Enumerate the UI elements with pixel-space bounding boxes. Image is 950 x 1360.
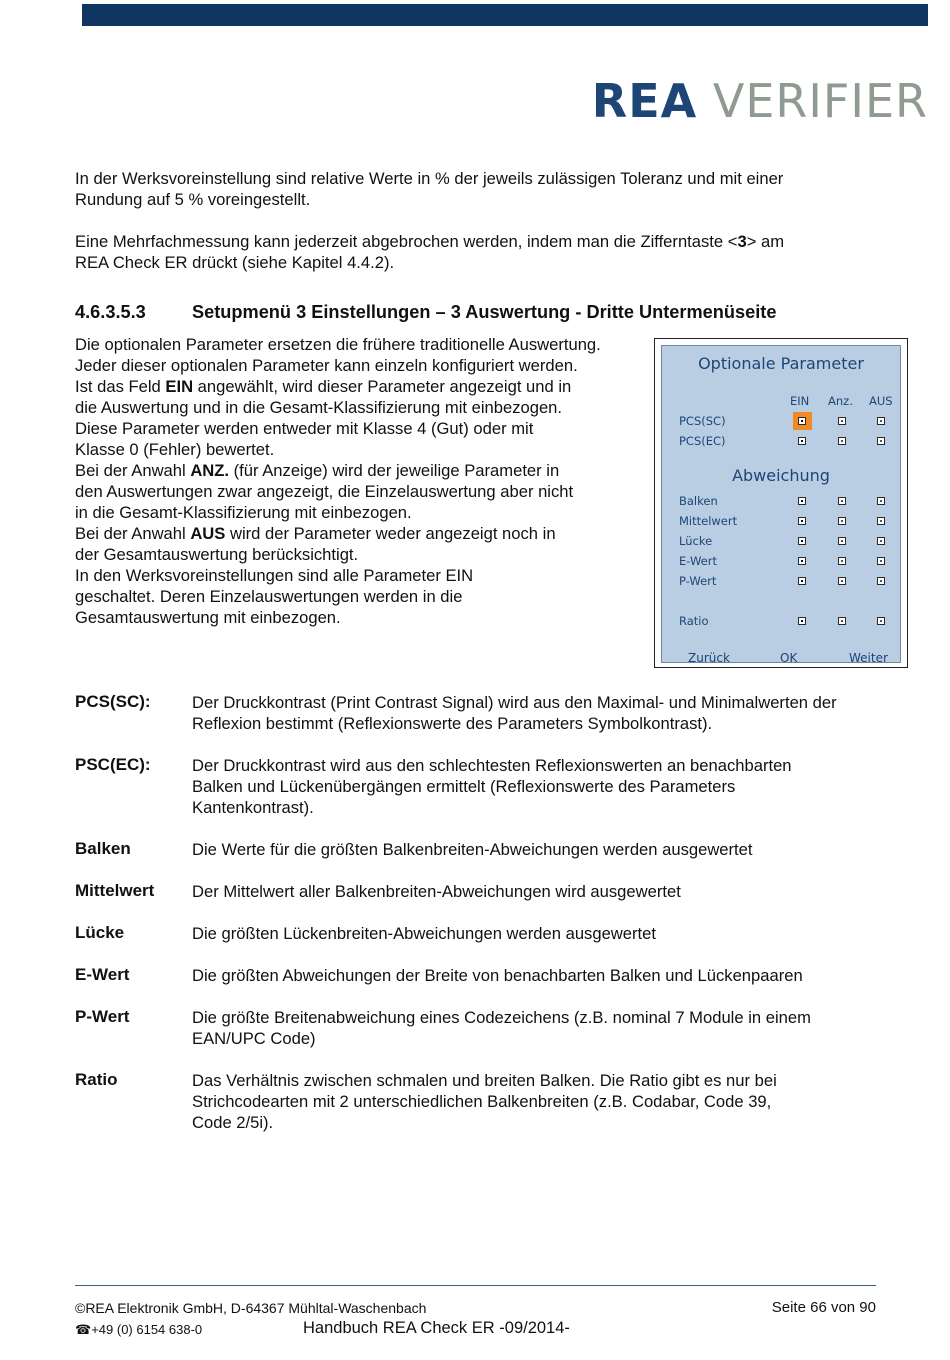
desc-line: [75, 376, 655, 397]
device-screen-panel: [661, 345, 901, 663]
footer-manual-title: Handbuch REA Check ER -09/2014-: [303, 1319, 570, 1337]
intro-paragraph-1: [75, 168, 875, 210]
def-balken: [192, 839, 912, 860]
footer-page-number: Seite 66 von 90: [771, 1299, 876, 1316]
desc-keyword-ein: EIN: [165, 377, 194, 396]
desc-line: in die Gesamt-Klassifizierung mit einbezogen.: [75, 503, 412, 522]
def-line: EAN/UPC Code): [192, 1029, 316, 1048]
header-bar: [82, 4, 928, 26]
desc-text: Ist das Feld: [75, 377, 166, 396]
def-pwert: [192, 1007, 912, 1049]
section-title: Setupmenü 3 Einstellungen – 3 Auswertung - Dritte Untermenüseite: [192, 302, 777, 322]
def-ratio: [192, 1070, 912, 1133]
pcs-ec-anz-radio[interactable]: [838, 437, 846, 445]
balken-aus-radio[interactable]: [877, 497, 885, 505]
def-line: Balken und Lückenübergängen ermittelt (Reflexionswerte des Parameters: [192, 777, 736, 796]
section-number: 4.6.3.5.3: [75, 302, 146, 322]
desc-text: Bei der Anwahl: [75, 524, 191, 543]
def-line: Strichcodearten mit 2 unterschiedlichen Balkenbreiten (z.B. Codabar, Code 39,: [192, 1092, 772, 1111]
ewert-ein-radio[interactable]: [798, 557, 806, 565]
desc-keyword-aus: AUS: [190, 524, 226, 543]
footer-copyright: ©REA Elektronik GmbH, D-64367 Mühltal-Waschenbach: [75, 1300, 427, 1316]
term-balken: Balken: [75, 839, 131, 858]
term-ratio: Ratio: [75, 1070, 118, 1089]
def-line: Der Druckkontrast wird aus den schlechtesten Reflexionswerten an benachbarten: [192, 756, 792, 775]
desc-line: der Gesamtauswertung berücksichtigt.: [75, 545, 359, 564]
footer-phone: [75, 1322, 202, 1338]
desc-line: [75, 460, 655, 481]
row-label-pwert: P-Wert: [679, 574, 717, 588]
mittelwert-ein-radio[interactable]: [798, 517, 806, 525]
intro-p2-text-c: > am: [746, 232, 785, 251]
desc-line: geschaltet. Deren Einzelauswertungen werden in die: [75, 587, 463, 606]
desc-line: die Auswertung und in die Gesamt-Klassifizierung mit einbezogen.: [75, 398, 563, 417]
def-luecke: [192, 923, 912, 944]
desc-text: wird der Parameter weder angezeigt noch in: [225, 524, 556, 543]
footer-divider: [75, 1285, 876, 1286]
desc-keyword-anz: ANZ.: [190, 461, 230, 480]
pwert-aus-radio[interactable]: [877, 577, 885, 585]
pcs-sc-ein-radio[interactable]: [798, 417, 806, 425]
rea-verifier-logo: [592, 74, 928, 128]
def-line: Code 2/5i).: [192, 1113, 274, 1132]
desc-text: Bei der Anwahl: [75, 461, 191, 480]
term-luecke: Lücke: [75, 923, 125, 942]
intro-p1-line1: In der Werksvoreinstellung sind relative Werte in % der jeweils zulässigen Toleranz und mit einer: [75, 169, 784, 188]
next-button[interactable]: Weiter: [849, 651, 888, 665]
intro-paragraph-2: [75, 231, 875, 273]
intro-p2-line1: [75, 231, 875, 252]
def-line: Die größten Abweichungen der Breite von benachbarten Balken und Lückenpaaren: [192, 966, 803, 985]
def-line: Reflexion bestimmt (Reflexionswerte des Parameters Symbolkontrast).: [192, 714, 713, 733]
screen-subtitle: Abweichung: [732, 466, 830, 485]
mittelwert-anz-radio[interactable]: [838, 517, 846, 525]
def-mittelwert: [192, 881, 912, 902]
intro-p2-line2: REA Check ER drückt (siehe Kapitel 4.4.2).: [75, 253, 395, 272]
pwert-ein-radio[interactable]: [798, 577, 806, 585]
row-label-pcs-ec: PCS(EC): [679, 434, 726, 448]
term-mittelwert: Mittelwert: [75, 881, 155, 900]
intro-p2-text-a: Eine Mehrfachmessung kann jederzeit abgebrochen werden, indem man die Zifferntaste <: [75, 232, 738, 251]
pcs-sc-aus-radio[interactable]: [877, 417, 885, 425]
ewert-anz-radio[interactable]: [838, 557, 846, 565]
ratio-anz-radio[interactable]: [838, 617, 846, 625]
luecke-aus-radio[interactable]: [877, 537, 885, 545]
section-heading: [75, 302, 776, 323]
desc-line: Klasse 0 (Fehler) bewertet.: [75, 440, 275, 459]
screen-title: Optionale Parameter: [698, 354, 864, 373]
luecke-anz-radio[interactable]: [838, 537, 846, 545]
def-line: Die größten Lückenbreiten-Abweichungen werden ausgewertet: [192, 924, 656, 943]
back-button[interactable]: Zurück: [688, 651, 730, 665]
balken-anz-radio[interactable]: [838, 497, 846, 505]
row-label-mittelwert: Mittelwert: [679, 514, 738, 528]
term-ewert: E-Wert: [75, 965, 130, 984]
desc-line: Diese Parameter werden entweder mit Klasse 4 (Gut) oder mit: [75, 419, 534, 438]
desc-line: Jeder dieser optionalen Parameter kann einzeln konfiguriert werden.: [75, 356, 578, 375]
desc-line: den Auswertungen zwar angezeigt, die Einzelauswertung aber nicht: [75, 482, 574, 501]
def-line: Der Mittelwert aller Balkenbreiten-Abweichungen wird ausgewertet: [192, 882, 681, 901]
ratio-aus-radio[interactable]: [877, 617, 885, 625]
device-screenshot: [654, 338, 908, 668]
row-label-balken: Balken: [679, 494, 718, 508]
row-label-pcs-sc: PCS(SC): [679, 414, 726, 428]
pcs-ec-aus-radio[interactable]: [877, 437, 885, 445]
def-psc-ec: [192, 755, 912, 818]
col-aus-label: AUS: [869, 394, 893, 408]
desc-text: angewählt, wird dieser Parameter angezeigt und in: [193, 377, 572, 396]
ewert-aus-radio[interactable]: [877, 557, 885, 565]
term-pwert: P-Wert: [75, 1007, 130, 1026]
def-ewert: [192, 965, 912, 986]
col-ein-label: EIN: [790, 394, 810, 408]
intro-p1-line2: Rundung auf 5 % voreingestellt.: [75, 190, 311, 209]
def-line: Kantenkontrast).: [192, 798, 314, 817]
def-line: Die größte Breitenabweichung eines Codezeichens (z.B. nominal 7 Module in einem: [192, 1008, 811, 1027]
logo-light-text: VERIFIER: [712, 74, 928, 128]
col-anz-label: Anz.: [828, 394, 853, 408]
telephone-icon: ☎: [75, 1323, 92, 1338]
logo-bold-text: REA: [591, 74, 698, 128]
def-pcs-sc: [192, 692, 912, 734]
mittelwert-aus-radio[interactable]: [877, 517, 885, 525]
pcs-sc-anz-radio[interactable]: [838, 417, 846, 425]
def-line: Der Druckkontrast (Print Contrast Signal) wird aus den Maximal- und Minimalwerten der: [192, 693, 837, 712]
desc-line: Die optionalen Parameter ersetzen die frühere traditionelle Auswertung.: [75, 335, 601, 354]
def-line: Das Verhältnis zwischen schmalen und breiten Balken. Die Ratio gibt es nur bei: [192, 1071, 777, 1090]
desc-line: [75, 523, 655, 544]
pcs-ec-ein-radio[interactable]: [798, 437, 806, 445]
footer-phone-number: +49 (0) 6154 638-0: [91, 1322, 203, 1337]
def-line: Die Werte für die größten Balkenbreiten-Abweichungen werden ausgewertet: [192, 840, 753, 859]
desc-line: In den Werksvoreinstellungen sind alle Parameter EIN: [75, 566, 474, 585]
intro-p2-key: 3: [737, 232, 747, 251]
desc-line: Gesamtauswertung mit einbezogen.: [75, 608, 341, 627]
term-pcs-sc: PCS(SC):: [75, 692, 151, 711]
luecke-ein-radio[interactable]: [798, 537, 806, 545]
ok-button[interactable]: OK: [780, 651, 798, 665]
term-psc-ec: PSC(EC):: [75, 755, 151, 774]
row-label-luecke: Lücke: [679, 534, 713, 548]
ratio-ein-radio[interactable]: [798, 617, 806, 625]
desc-text: (für Anzeige) wird der jeweilige Parameter in: [229, 461, 560, 480]
balken-ein-radio[interactable]: [798, 497, 806, 505]
row-label-ewert: E-Wert: [679, 554, 717, 568]
description-paragraph: [75, 334, 655, 628]
row-label-ratio: Ratio: [679, 614, 709, 628]
pwert-anz-radio[interactable]: [838, 577, 846, 585]
